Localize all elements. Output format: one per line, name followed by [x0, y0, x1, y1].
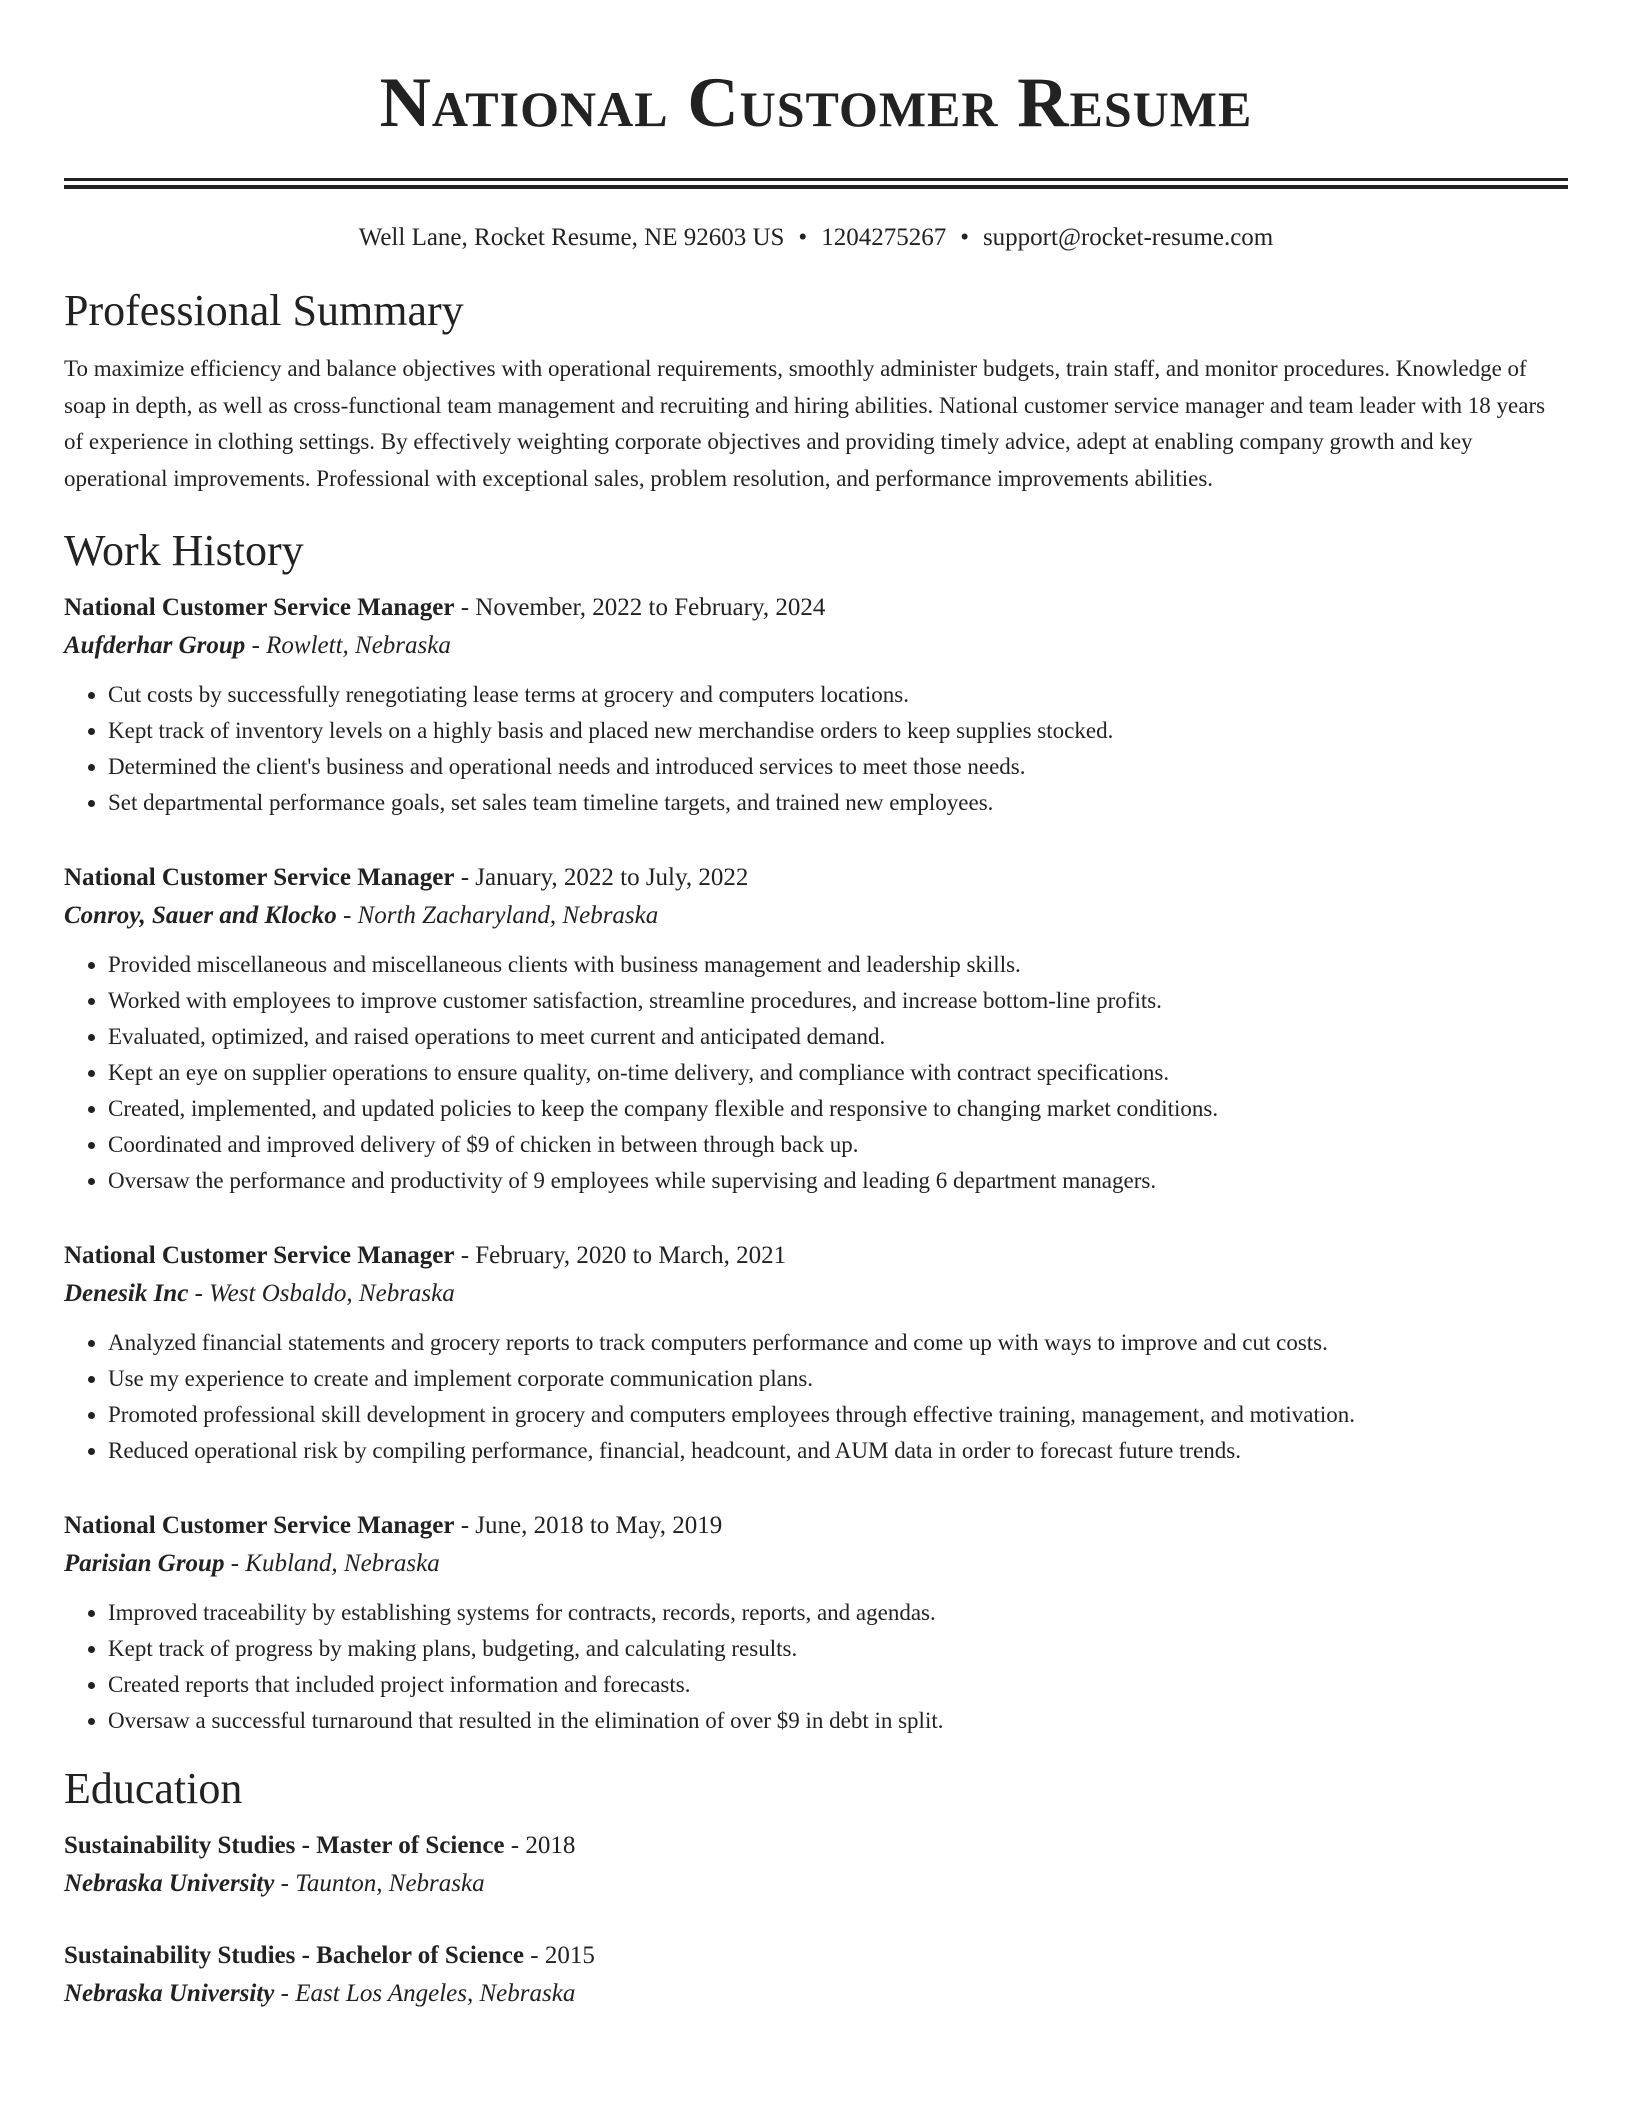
education-entry: [64, 1937, 1568, 2013]
job-bullet: • Worked with employees to improve customer satisfaction, streamline procedures, and increase bottom-line profits.: [108, 983, 1568, 1019]
job-entry: [64, 859, 1568, 1199]
job-bullet: • Cut costs by successfully renegotiating lease terms at grocery and computers locations.: [108, 677, 1568, 713]
job-location: - Kubland, Nebraska: [224, 1550, 440, 1577]
graduation-year: - 2015: [524, 1942, 595, 1969]
job-bullet-list: [64, 677, 1568, 821]
summary-heading: Professional Summary: [64, 286, 464, 335]
job-bullet: • Improved traceability by establishing systems for contracts, records, reports, and agendas.: [108, 1595, 1568, 1631]
degree: Sustainability Studies - Master of Science: [64, 1832, 505, 1859]
school-location: - East Los Angeles, Nebraska: [274, 1980, 576, 2007]
job-title-line: [64, 859, 1568, 897]
graduation-year: - 2018: [504, 1832, 576, 1859]
job-entry: [64, 1507, 1568, 1739]
job-location: - West Osbaldo, Nebraska: [188, 1280, 455, 1307]
degree-line: [64, 1937, 1568, 1975]
school-name: Nebraska University: [64, 1870, 275, 1897]
job-bullet: • Kept track of progress by making plans, budgeting, and calculating results.: [108, 1631, 1568, 1667]
job-bullet: • Promoted professional skill development in grocery and computers employees through effective training, management, and motivation.: [108, 1397, 1568, 1433]
job-title-line: [64, 1507, 1568, 1545]
degree-line: [64, 1827, 1568, 1865]
resume-title: National Customer Resume: [379, 64, 1253, 142]
job-company: Parisian Group: [64, 1550, 225, 1577]
job-bullet: • Provided miscellaneous and miscellaneous clients with business management and leadership skills.: [108, 947, 1568, 983]
job-title: National Customer Service Manager: [64, 864, 455, 891]
job-company-line: [64, 1545, 1568, 1583]
contact-email: support@rocket-resume.com: [982, 224, 1274, 251]
school-line: [64, 1975, 1568, 2013]
job-title: National Customer Service Manager: [64, 594, 455, 621]
job-bullet: • Created reports that included project information and forecasts.: [108, 1667, 1568, 1703]
job-bullet: • Evaluated, optimized, and raised operations to meet current and anticipated demand.: [108, 1019, 1568, 1055]
job-title: National Customer Service Manager: [64, 1242, 455, 1269]
school-line: [64, 1865, 1568, 1903]
job-title-line: [64, 1237, 1568, 1275]
job-title: National Customer Service Manager: [64, 1512, 455, 1539]
job-dates: - January, 2022 to July, 2022: [454, 864, 749, 891]
job-bullet-list: [64, 1595, 1568, 1739]
job-bullet: • Oversaw the performance and productivity of 9 employees while supervising and leading 6 department managers.: [108, 1163, 1568, 1199]
school-name: Nebraska University: [64, 1980, 275, 2007]
job-bullet: • Coordinated and improved delivery of $9 of chicken in between through back up.: [108, 1127, 1568, 1163]
title-double-rule: [64, 178, 1568, 189]
job-bullet: • Determined the client's business and operational needs and introduced services to meet those needs.: [108, 749, 1568, 785]
education-entry: [64, 1827, 1568, 1903]
job-dates: - June, 2018 to May, 2019: [454, 1512, 723, 1539]
job-company: Conroy, Sauer and Klocko: [64, 902, 337, 929]
work-history-heading: Work History: [64, 526, 304, 575]
job-bullet: • Use my experience to create and implement corporate communication plans.: [108, 1361, 1568, 1397]
job-bullet: • Created, implemented, and updated policies to keep the company flexible and responsive to changing market conditions.: [108, 1091, 1568, 1127]
job-bullet: • Analyzed financial statements and grocery reports to track computers performance and come up with ways to improve and cut costs.: [108, 1325, 1568, 1361]
job-bullet: • Reduced operational risk by compiling performance, financial, headcount, and AUM data in order to forecast future trends.: [108, 1433, 1568, 1469]
job-dates: - November, 2022 to February, 2024: [454, 594, 826, 621]
job-company-line: [64, 897, 1568, 935]
job-company-line: [64, 1275, 1568, 1313]
job-bullet: • Set departmental performance goals, set sales team timeline targets, and trained new employees.: [108, 785, 1568, 821]
job-location: - Rowlett, Nebraska: [245, 632, 451, 659]
summary-text: To maximize efficiency and balance objectives with operational requirements, smoothly administer budgets, train staff, and monitor procedures. Knowledge of soap in depth, as well as cross-functional team management and recruiting and hiring abilities. National customer service manager and team leader with 18 years of experience in clothing settings. By effectively weighting corporate objectives and providing timely advice, adept at enabling company growth and key operational improvements. Professional with exceptional sales, problem resolution, and performance improvements abilities.: [64, 356, 1546, 491]
job-entry: [64, 1237, 1568, 1469]
contact-separator: •: [798, 224, 808, 251]
school-location: - Taunton, Nebraska: [274, 1870, 485, 1897]
contact-line: [64, 221, 1568, 255]
job-bullet-list: [64, 947, 1568, 1199]
job-bullet-list: [64, 1325, 1568, 1469]
job-bullet: • Oversaw a successful turnaround that resulted in the elimination of over $9 in debt in split.: [108, 1703, 1568, 1739]
education-list: [64, 1827, 1568, 2013]
work-history-list: [64, 589, 1568, 1739]
contact-separator: •: [960, 224, 969, 251]
job-entry: [64, 589, 1568, 821]
job-title-line: [64, 589, 1568, 627]
education-heading: Education: [64, 1764, 243, 1813]
job-company-line: [64, 627, 1568, 665]
degree: Sustainability Studies - Bachelor of Science: [64, 1942, 524, 1969]
job-bullet: • Kept an eye on supplier operations to ensure quality, on-time delivery, and compliance with contract specifications.: [108, 1055, 1568, 1091]
job-company: Denesik Inc: [64, 1280, 189, 1307]
contact-phone: 1204275267: [821, 224, 947, 251]
job-bullet: • Kept track of inventory levels on a highly basis and placed new merchandise orders to keep supplies stocked.: [108, 713, 1568, 749]
job-company: Aufderhar Group: [64, 632, 246, 659]
job-location: - North Zacharyland, Nebraska: [336, 902, 659, 929]
job-dates: - February, 2020 to March, 2021: [454, 1242, 787, 1269]
contact-address: Well Lane, Rocket Resume, NE 92603 US: [358, 224, 785, 251]
